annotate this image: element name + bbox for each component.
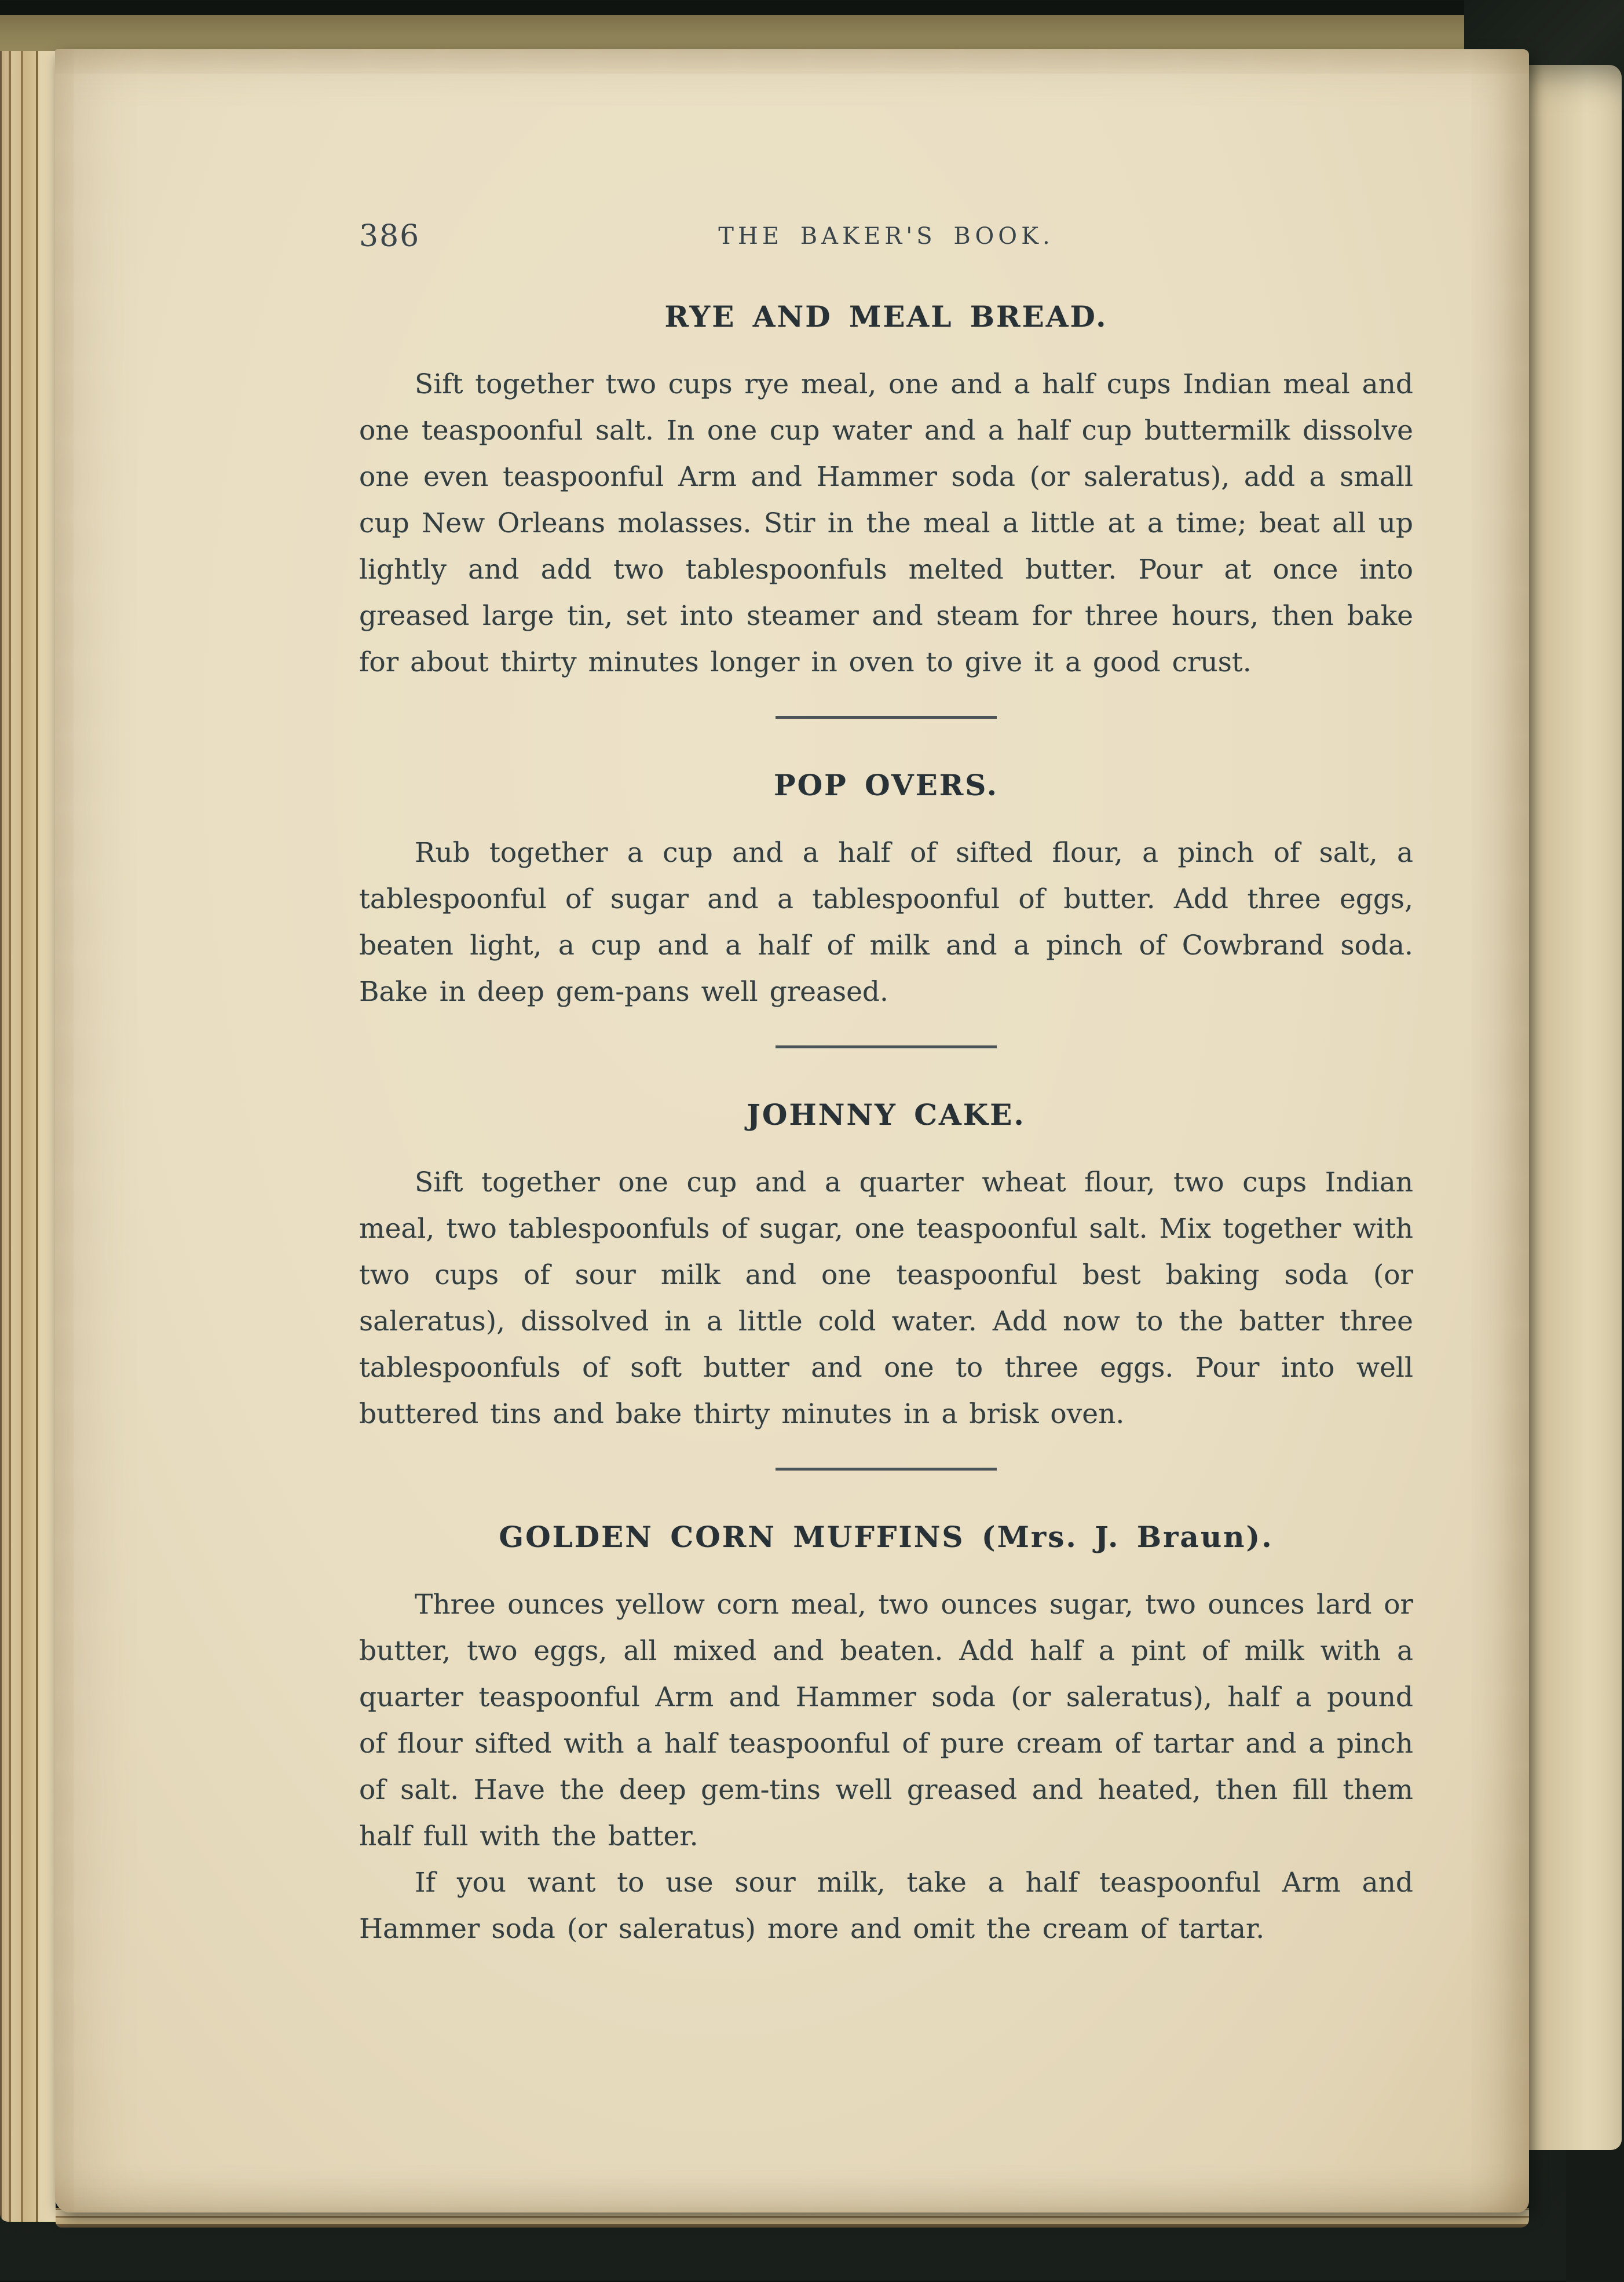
left-page-edge-stack	[0, 51, 56, 2222]
page-number: 386	[359, 219, 420, 254]
recipe-section-johnny-cake	[359, 1098, 1413, 1438]
recipe-paragraph: If you want to use sour milk, take a half teaspoonful Arm and Hammer soda (or saleratus) more and omit the cream of tartar.	[359, 1867, 1413, 1945]
section-divider	[776, 716, 997, 719]
running-header: THE BAKER'S BOOK.	[718, 223, 1054, 250]
recipe-paragraph: Rub together a cup and a half of sifted flour, a pinch of salt, a tablespoonful of sugar and a tablespoonful of butter. Add three eggs, beaten light, a cup and a half of milk and a pinch of Cowbrand soda. Bake in deep gem-pans well greased.	[359, 837, 1413, 1008]
section-title: RYE AND MEAL BREAD.	[664, 299, 1108, 334]
recipe-section-rye-and-meal-bread	[359, 300, 1413, 686]
section-title: JOHNNY CAKE.	[747, 1098, 1026, 1132]
page-header-row	[359, 220, 1413, 253]
section-divider	[776, 1045, 997, 1048]
recipe-paragraph: Sift together one cup and a quarter wheat flour, two cups Indian meal, two tablespoonfuls of sugar, one teaspoonful salt. Mix together with two cups of sour milk and one teaspoonful best baking soda (or saleratus), dissolved in a little cold water. Add now to the batter three tablespoonfuls of soft butter and one to three eggs. Pour into well buttered tins and bake thirty minutes in a brisk oven.	[359, 1166, 1413, 1430]
page-content	[55, 49, 1529, 2212]
recipe-paragraph: Three ounces yellow corn meal, two ounces sugar, two ounces lard or butter, two eggs, all mixed and beaten. Add half a pint of milk with a quarter teaspoonful Arm and Hammer soda (or saleratus), half a pound of flour sifted with a half teaspoonful of pure cream of tartar and a pinch of salt. Have the deep gem-tins well greased and heated, then fill them half full with the batter.	[359, 1589, 1413, 1852]
section-title: GOLDEN CORN MUFFINS (Mrs. J. Braun).	[499, 1520, 1274, 1554]
section-title: POP OVERS.	[773, 768, 999, 802]
recipe-paragraph: Sift together two cups rye meal, one and a half cups Indian meal and one teaspoonful salt. In one cup water and a half cup buttermilk dissolve one even teaspoonful Arm and Hammer soda (or saleratus), add a small cup New Orleans molasses. Stir in the meal a little at a time; beat all up lightly and add two tablespoonfuls melted butter. Pour at once into greased large tin, set into steamer and steam for three hours, then bake for about thirty minutes longer in oven to give it a good crust.	[359, 368, 1413, 678]
recipe-section-golden-corn-muffins	[359, 1520, 1413, 1952]
book-page	[55, 49, 1529, 2212]
recipe-section-pop-overs	[359, 769, 1413, 1015]
section-divider	[776, 1468, 997, 1471]
